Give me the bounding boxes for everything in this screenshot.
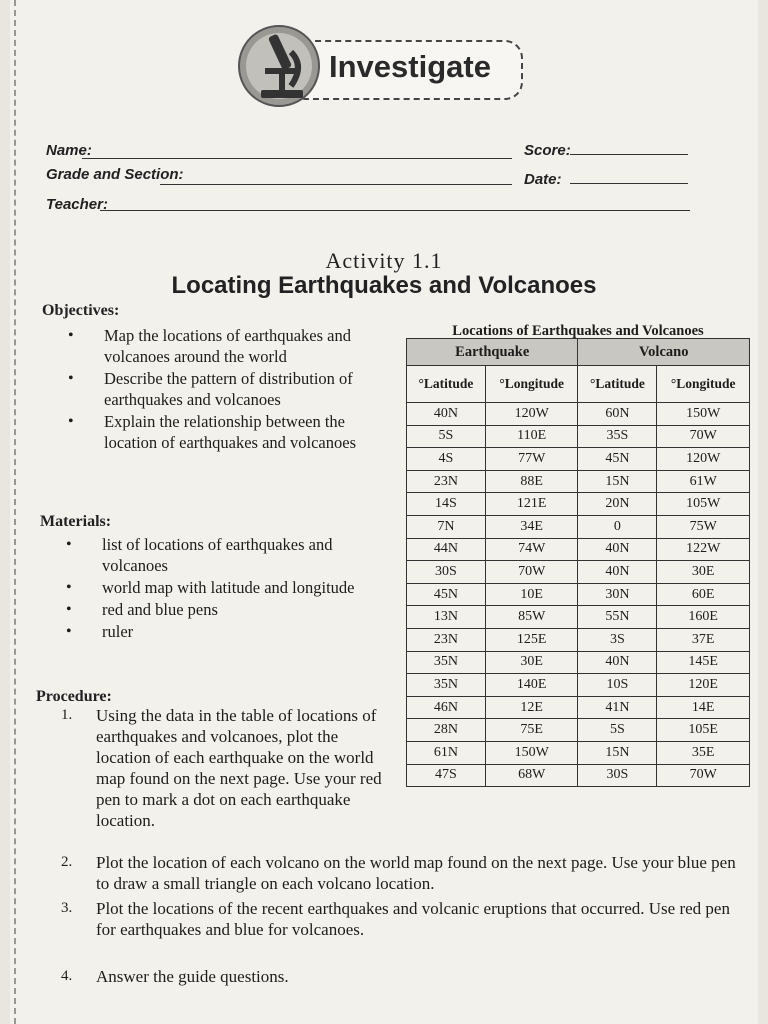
table-cell: 7N — [407, 515, 486, 538]
table-cell: 30S — [578, 764, 657, 787]
table-cell: 30N — [578, 583, 657, 606]
table-cell: 47S — [407, 764, 486, 787]
table-cell: 34E — [485, 515, 578, 538]
table-cell: 60N — [578, 403, 657, 426]
table-cell: 121E — [485, 493, 578, 516]
table-cell: 140E — [485, 674, 578, 697]
step-number: 1. — [61, 707, 73, 723]
banner-title: Investigate — [329, 49, 491, 84]
column-header: °Longitude — [657, 366, 750, 403]
table-cell: 30E — [657, 561, 750, 584]
table-row — [407, 764, 750, 787]
step-number: 3. — [61, 900, 73, 916]
objective-item: • Explain the relationship between the location of earthquakes and volcanoes — [104, 411, 384, 453]
procedure-heading: Procedure: — [36, 688, 112, 705]
table-cell: 40N — [578, 561, 657, 584]
table-row — [407, 719, 750, 742]
table-cell: 12E — [485, 696, 578, 719]
table-cell: 40N — [407, 403, 486, 426]
table-cell: 3S — [578, 628, 657, 651]
table-cell: 13N — [407, 606, 486, 629]
table-cell: 150W — [657, 403, 750, 426]
step-number: 4. — [61, 968, 73, 984]
date-label: Date: — [524, 171, 562, 188]
table-row — [407, 470, 750, 493]
table-cell: 35N — [407, 674, 486, 697]
procedure-step — [61, 705, 388, 831]
materials-heading: Materials: — [40, 513, 112, 530]
table-cell: 5S — [407, 425, 486, 448]
table-row — [407, 515, 750, 538]
table-caption: Locations of Earthquakes and Volcanoes — [452, 323, 704, 339]
grade-section-label: Grade and Section: — [46, 166, 184, 183]
worksheet-page — [10, 0, 758, 1024]
table-cell: 35E — [657, 741, 750, 764]
table-cell: 125E — [485, 628, 578, 651]
table-cell: 105W — [657, 493, 750, 516]
table-row — [407, 741, 750, 764]
table-row — [407, 448, 750, 471]
material-item: • red and blue pens — [102, 599, 384, 620]
step-text: Using the data in the table of locations of earthquakes and volcanoes, plot the location of each earthquake on the world map found on the next page. Use your red pen to mark a dot on each earthquake location. — [96, 706, 382, 830]
cut-line — [14, 0, 16, 1024]
teacher-label: Teacher: — [46, 196, 108, 213]
table-row — [407, 696, 750, 719]
procedure-step — [61, 966, 748, 987]
table-cell: 110E — [485, 425, 578, 448]
objective-item: • Map the locations of earthquakes and volcanoes around the world — [104, 325, 384, 367]
locations-table — [406, 338, 750, 787]
table-row — [407, 425, 750, 448]
score-field[interactable] — [570, 154, 688, 155]
table-cell: 120W — [485, 403, 578, 426]
investigate-banner — [235, 22, 525, 110]
column-header: °Latitude — [407, 366, 486, 403]
material-item: • list of locations of earthquakes and volcanoes — [102, 534, 384, 576]
table-row — [407, 561, 750, 584]
score-label: Score: — [524, 142, 571, 159]
table-row — [407, 606, 750, 629]
table-row — [407, 538, 750, 561]
column-header: °Latitude — [578, 366, 657, 403]
table-cell: 4S — [407, 448, 486, 471]
table-cell: 45N — [578, 448, 657, 471]
table-cell: 14E — [657, 696, 750, 719]
table-cell: 61N — [407, 741, 486, 764]
table-cell: 10S — [578, 674, 657, 697]
procedure-step — [61, 852, 748, 894]
table-cell: 37E — [657, 628, 750, 651]
table-cell: 23N — [407, 628, 486, 651]
table-cell: 70W — [657, 764, 750, 787]
earthquake-group-header: Earthquake — [407, 339, 578, 366]
table-cell: 5S — [578, 719, 657, 742]
table-cell: 160E — [657, 606, 750, 629]
table-cell: 30S — [407, 561, 486, 584]
objectives-list — [104, 325, 384, 454]
table-cell: 122W — [657, 538, 750, 561]
objectives-heading: Objectives: — [42, 302, 120, 319]
name-label: Name: — [46, 142, 92, 159]
step-text: Plot the locations of the recent earthquakes and volcanic eruptions that occurred. Use red pen for earthquakes and blue for volcanoes. — [96, 899, 730, 939]
step-text: Answer the guide questions. — [96, 967, 289, 986]
step-number: 2. — [61, 854, 73, 870]
table-cell: 15N — [578, 741, 657, 764]
table-cell: 75W — [657, 515, 750, 538]
table-row — [407, 651, 750, 674]
grade-section-field[interactable] — [160, 184, 512, 185]
table-row — [407, 403, 750, 426]
table-cell: 35N — [407, 651, 486, 674]
table-cell: 55N — [578, 606, 657, 629]
table-cell: 74W — [485, 538, 578, 561]
table-row — [407, 628, 750, 651]
table-cell: 150W — [485, 741, 578, 764]
table-cell: 45N — [407, 583, 486, 606]
step-text: Plot the location of each volcano on the world map found on the next page. Use your blue pen to draw a small triangle on each volcano location. — [96, 853, 736, 893]
table-cell: 44N — [407, 538, 486, 561]
table-body — [407, 403, 750, 787]
table-cell: 105E — [657, 719, 750, 742]
table-row — [407, 583, 750, 606]
table-cell: 14S — [407, 493, 486, 516]
table-cell: 88E — [485, 470, 578, 493]
table-cell: 61W — [657, 470, 750, 493]
table-cell: 10E — [485, 583, 578, 606]
table-row — [407, 674, 750, 697]
table-cell: 41N — [578, 696, 657, 719]
table-cell: 40N — [578, 651, 657, 674]
table-cell: 30E — [485, 651, 578, 674]
table-cell: 68W — [485, 764, 578, 787]
table-cell: 0 — [578, 515, 657, 538]
table-cell: 145E — [657, 651, 750, 674]
microscope-icon — [235, 22, 325, 112]
column-header: °Longitude — [485, 366, 578, 403]
name-field[interactable] — [82, 158, 512, 159]
objective-item: • Describe the pattern of distribution of earthquakes and volcanoes — [104, 368, 384, 410]
table-cell: 70W — [485, 561, 578, 584]
date-field[interactable] — [570, 183, 688, 184]
material-item: • world map with latitude and longitude — [102, 577, 384, 598]
table-cell: 35S — [578, 425, 657, 448]
table-cell: 120W — [657, 448, 750, 471]
table-cell: 85W — [485, 606, 578, 629]
table-cell: 46N — [407, 696, 486, 719]
volcano-group-header: Volcano — [578, 339, 750, 366]
table-row — [407, 493, 750, 516]
table-cell: 77W — [485, 448, 578, 471]
table-cell: 28N — [407, 719, 486, 742]
teacher-field[interactable] — [100, 210, 690, 211]
activity-title: Locating Earthquakes and Volcanoes — [171, 272, 597, 299]
table-cell: 75E — [485, 719, 578, 742]
table-cell: 20N — [578, 493, 657, 516]
table-cell: 60E — [657, 583, 750, 606]
table-cell: 15N — [578, 470, 657, 493]
table-cell: 23N — [407, 470, 486, 493]
materials-list — [102, 534, 384, 643]
material-item: • ruler — [102, 621, 384, 642]
table-cell: 120E — [657, 674, 750, 697]
table-cell: 70W — [657, 425, 750, 448]
activity-label: Activity 1.1 — [325, 248, 443, 273]
table-cell: 40N — [578, 538, 657, 561]
procedure-step — [61, 898, 748, 940]
